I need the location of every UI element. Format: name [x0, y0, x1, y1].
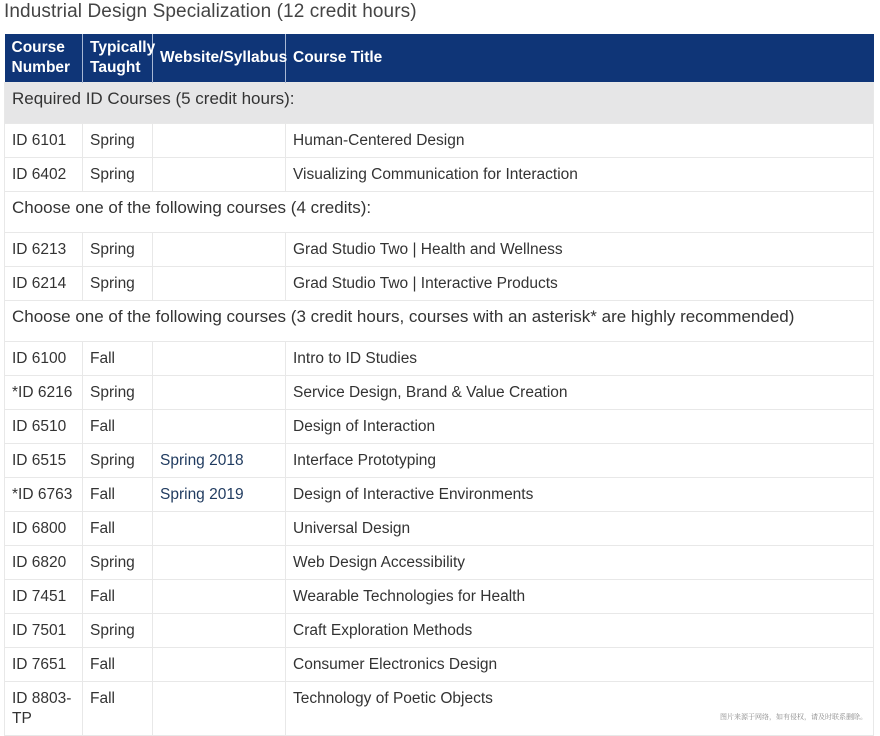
website-syllabus	[153, 614, 286, 648]
page-title: Industrial Design Specialization (12 credit hours)	[4, 1, 417, 22]
course-number: ID 6515	[5, 444, 83, 478]
website-syllabus	[153, 648, 286, 682]
course-number: ID 7451	[5, 580, 83, 614]
course-title: Intro to ID Studies	[286, 342, 874, 376]
course-number: ID 6820	[5, 546, 83, 580]
table-row	[5, 648, 874, 682]
typically-taught: Spring	[83, 444, 153, 478]
website-syllabus	[153, 444, 286, 478]
watermark-text: 图片来源于网络，如有侵权，请及时联系删除。	[720, 714, 867, 721]
course-number: ID 6213	[5, 233, 83, 267]
typically-taught: Fall	[83, 342, 153, 376]
header-course-title: Course Title	[286, 34, 874, 83]
typically-taught: Fall	[83, 648, 153, 682]
typically-taught: Fall	[83, 410, 153, 444]
table-row	[5, 444, 874, 478]
course-number: ID 6100	[5, 342, 83, 376]
section-label: Required ID Courses (5 credit hours):	[5, 83, 874, 124]
website-syllabus	[153, 682, 286, 736]
typically-taught: Fall	[83, 478, 153, 512]
table-header-row	[5, 34, 874, 83]
syllabus-link-spring-2018[interactable]: Spring 2018	[160, 452, 244, 469]
website-syllabus	[153, 410, 286, 444]
header-typically-taught: Typically Taught	[83, 34, 153, 83]
course-title: Design of Interactive Environments	[286, 478, 874, 512]
section-label: Choose one of the following courses (3 credit hours, courses with an asterisk* are highly recommended)	[5, 301, 874, 342]
table-row	[5, 233, 874, 267]
website-syllabus	[153, 342, 286, 376]
typically-taught: Fall	[83, 580, 153, 614]
course-number: ID 6510	[5, 410, 83, 444]
website-syllabus	[153, 233, 286, 267]
course-title: Technology of Poetic Objects	[286, 682, 874, 736]
website-syllabus	[153, 376, 286, 410]
course-number: ID 7651	[5, 648, 83, 682]
website-syllabus	[153, 158, 286, 192]
website-syllabus	[153, 546, 286, 580]
course-title: Design of Interaction	[286, 410, 874, 444]
course-title: Interface Prototyping	[286, 444, 874, 478]
section-row-choose-3-credits	[5, 301, 874, 342]
table-row	[5, 158, 874, 192]
typically-taught: Spring	[83, 376, 153, 410]
typically-taught: Spring	[83, 233, 153, 267]
course-number: ID 8803-TP	[5, 682, 83, 736]
typically-taught: Spring	[83, 546, 153, 580]
course-number: ID 6800	[5, 512, 83, 546]
section-row-choose-4-credits	[5, 192, 874, 233]
typically-taught: Spring	[83, 267, 153, 301]
website-syllabus	[153, 124, 286, 158]
course-title: Universal Design	[286, 512, 874, 546]
section-row-required	[5, 83, 874, 124]
typically-taught: Spring	[83, 614, 153, 648]
course-title: Web Design Accessibility	[286, 546, 874, 580]
table-row	[5, 546, 874, 580]
course-number: ID 7501	[5, 614, 83, 648]
table-row	[5, 124, 874, 158]
course-number: *ID 6216	[5, 376, 83, 410]
typically-taught: Fall	[83, 512, 153, 546]
header-course-number: Course Number	[5, 34, 83, 83]
table-row	[5, 512, 874, 546]
course-number: ID 6214	[5, 267, 83, 301]
course-title: Grad Studio Two | Health and Wellness	[286, 233, 874, 267]
typically-taught: Fall	[83, 682, 153, 736]
table-row	[5, 267, 874, 301]
table-row	[5, 410, 874, 444]
table-row	[5, 614, 874, 648]
section-label: Choose one of the following courses (4 credits):	[5, 192, 874, 233]
table-row	[5, 478, 874, 512]
website-syllabus	[153, 478, 286, 512]
header-website-syllabus: Website/Syllabus	[153, 34, 286, 83]
website-syllabus	[153, 512, 286, 546]
typically-taught: Spring	[83, 158, 153, 192]
course-title: Wearable Technologies for Health	[286, 580, 874, 614]
course-number: ID 6402	[5, 158, 83, 192]
course-title: Human-Centered Design	[286, 124, 874, 158]
syllabus-link-spring-2019[interactable]: Spring 2019	[160, 486, 244, 503]
course-title: Visualizing Communication for Interaction	[286, 158, 874, 192]
typically-taught: Spring	[83, 124, 153, 158]
table-row	[5, 580, 874, 614]
website-syllabus	[153, 267, 286, 301]
table-row	[5, 342, 874, 376]
course-title: Service Design, Brand & Value Creation	[286, 376, 874, 410]
course-title: Grad Studio Two | Interactive Products	[286, 267, 874, 301]
course-table	[4, 34, 874, 736]
course-title: Consumer Electronics Design	[286, 648, 874, 682]
course-title: Craft Exploration Methods	[286, 614, 874, 648]
website-syllabus	[153, 580, 286, 614]
table-row	[5, 682, 874, 736]
table-row	[5, 376, 874, 410]
course-number: *ID 6763	[5, 478, 83, 512]
course-number: ID 6101	[5, 124, 83, 158]
